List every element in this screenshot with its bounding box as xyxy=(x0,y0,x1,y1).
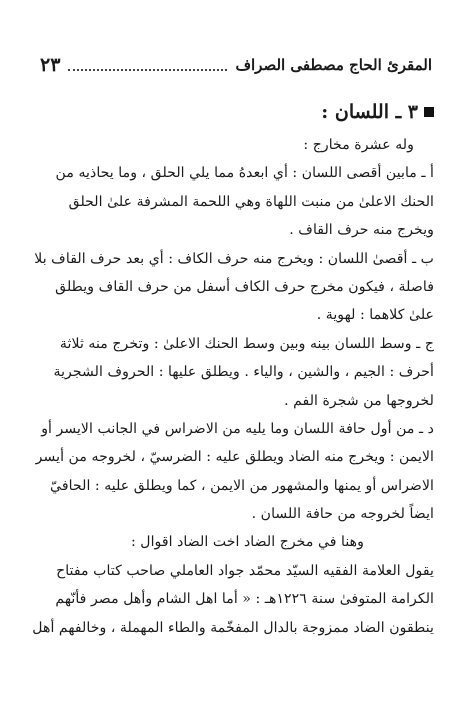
text-line: ايضاً لخروجه من حافة اللسان . xyxy=(251,506,434,523)
text-line: أ ـ مابين أقصى اللسان : أي ابعدهُ مما يلي الحلق ، وما يحاذيه من xyxy=(55,165,434,182)
text-line: ينطقون الضاد ممزوجة بالدال المفخّمة والطاء المهملة ، وخالفهم أهل xyxy=(32,619,434,636)
text-line: ويخرج منه حرف القاف . xyxy=(289,222,434,239)
text-line: الايمن : ويخرج منه الضاد ويطلق عليه : الضرسيّ ، لخروجه من أيسر xyxy=(35,449,434,466)
text-line: أحرف : الجيم ، والشين ، والياء . ويطلق عليها : الحروف الشجرية xyxy=(53,364,434,381)
text-line: علىٰ كلاهما : لهوية . xyxy=(316,307,434,324)
running-header-title: المقرئ الحاج مصطفى الصراف xyxy=(235,56,432,74)
text-line: لخروجها من شجرة الفم . xyxy=(284,392,434,409)
running-header xyxy=(40,52,432,78)
text-line: فاصلة ، فيكون مخرج حرف الكاف أسفل من حرف القاف ويطلق xyxy=(55,278,434,295)
section-heading xyxy=(26,97,434,127)
section-heading-text: ٣ ـ اللسان : xyxy=(321,101,418,123)
text-line: وله عشرة مخارج : xyxy=(303,137,414,153)
page-number: ٢٣ xyxy=(40,54,61,76)
page-body xyxy=(26,97,434,642)
text-line: الاضراس أو يمنها والمشهور من الايمن ، كما ويطلق عليه : الحافيّ xyxy=(50,477,434,494)
text-line: ب ـ أقصىٰ اللسان : ويخرج منه حرف الكاف : أي بعد حرف القاف بلا xyxy=(34,250,434,267)
square-bullet-icon xyxy=(424,107,434,117)
text-line: ج ـ وسط اللسان بينه وبين وسط الحنك الاعلىٰ : وتخرج منه ثلاثة xyxy=(59,335,434,352)
text-line: وهنا في مخرج الضاد اخت الضاد اقوال : xyxy=(131,534,364,551)
text-line: الكرامة المتوفىٰ سنة ١٢٢٦هـ : « أما اهل الشام وأهل مصر فأنّهم xyxy=(55,591,434,608)
text-line: يقول العلامة الفقيه السيّد محمّد جواد العاملي صاحب كتاب مفتاح xyxy=(56,562,434,579)
text-line: د ـ من أول حافة اللسان وما يليه من الاضراس في الجانب الايسر أو xyxy=(41,420,434,437)
text-line: الحنك الاعلىٰ من منبت اللهاة وهي اللحمة المشرفة علىٰ الحلق xyxy=(68,193,434,210)
header-dotted-leader xyxy=(68,59,227,71)
